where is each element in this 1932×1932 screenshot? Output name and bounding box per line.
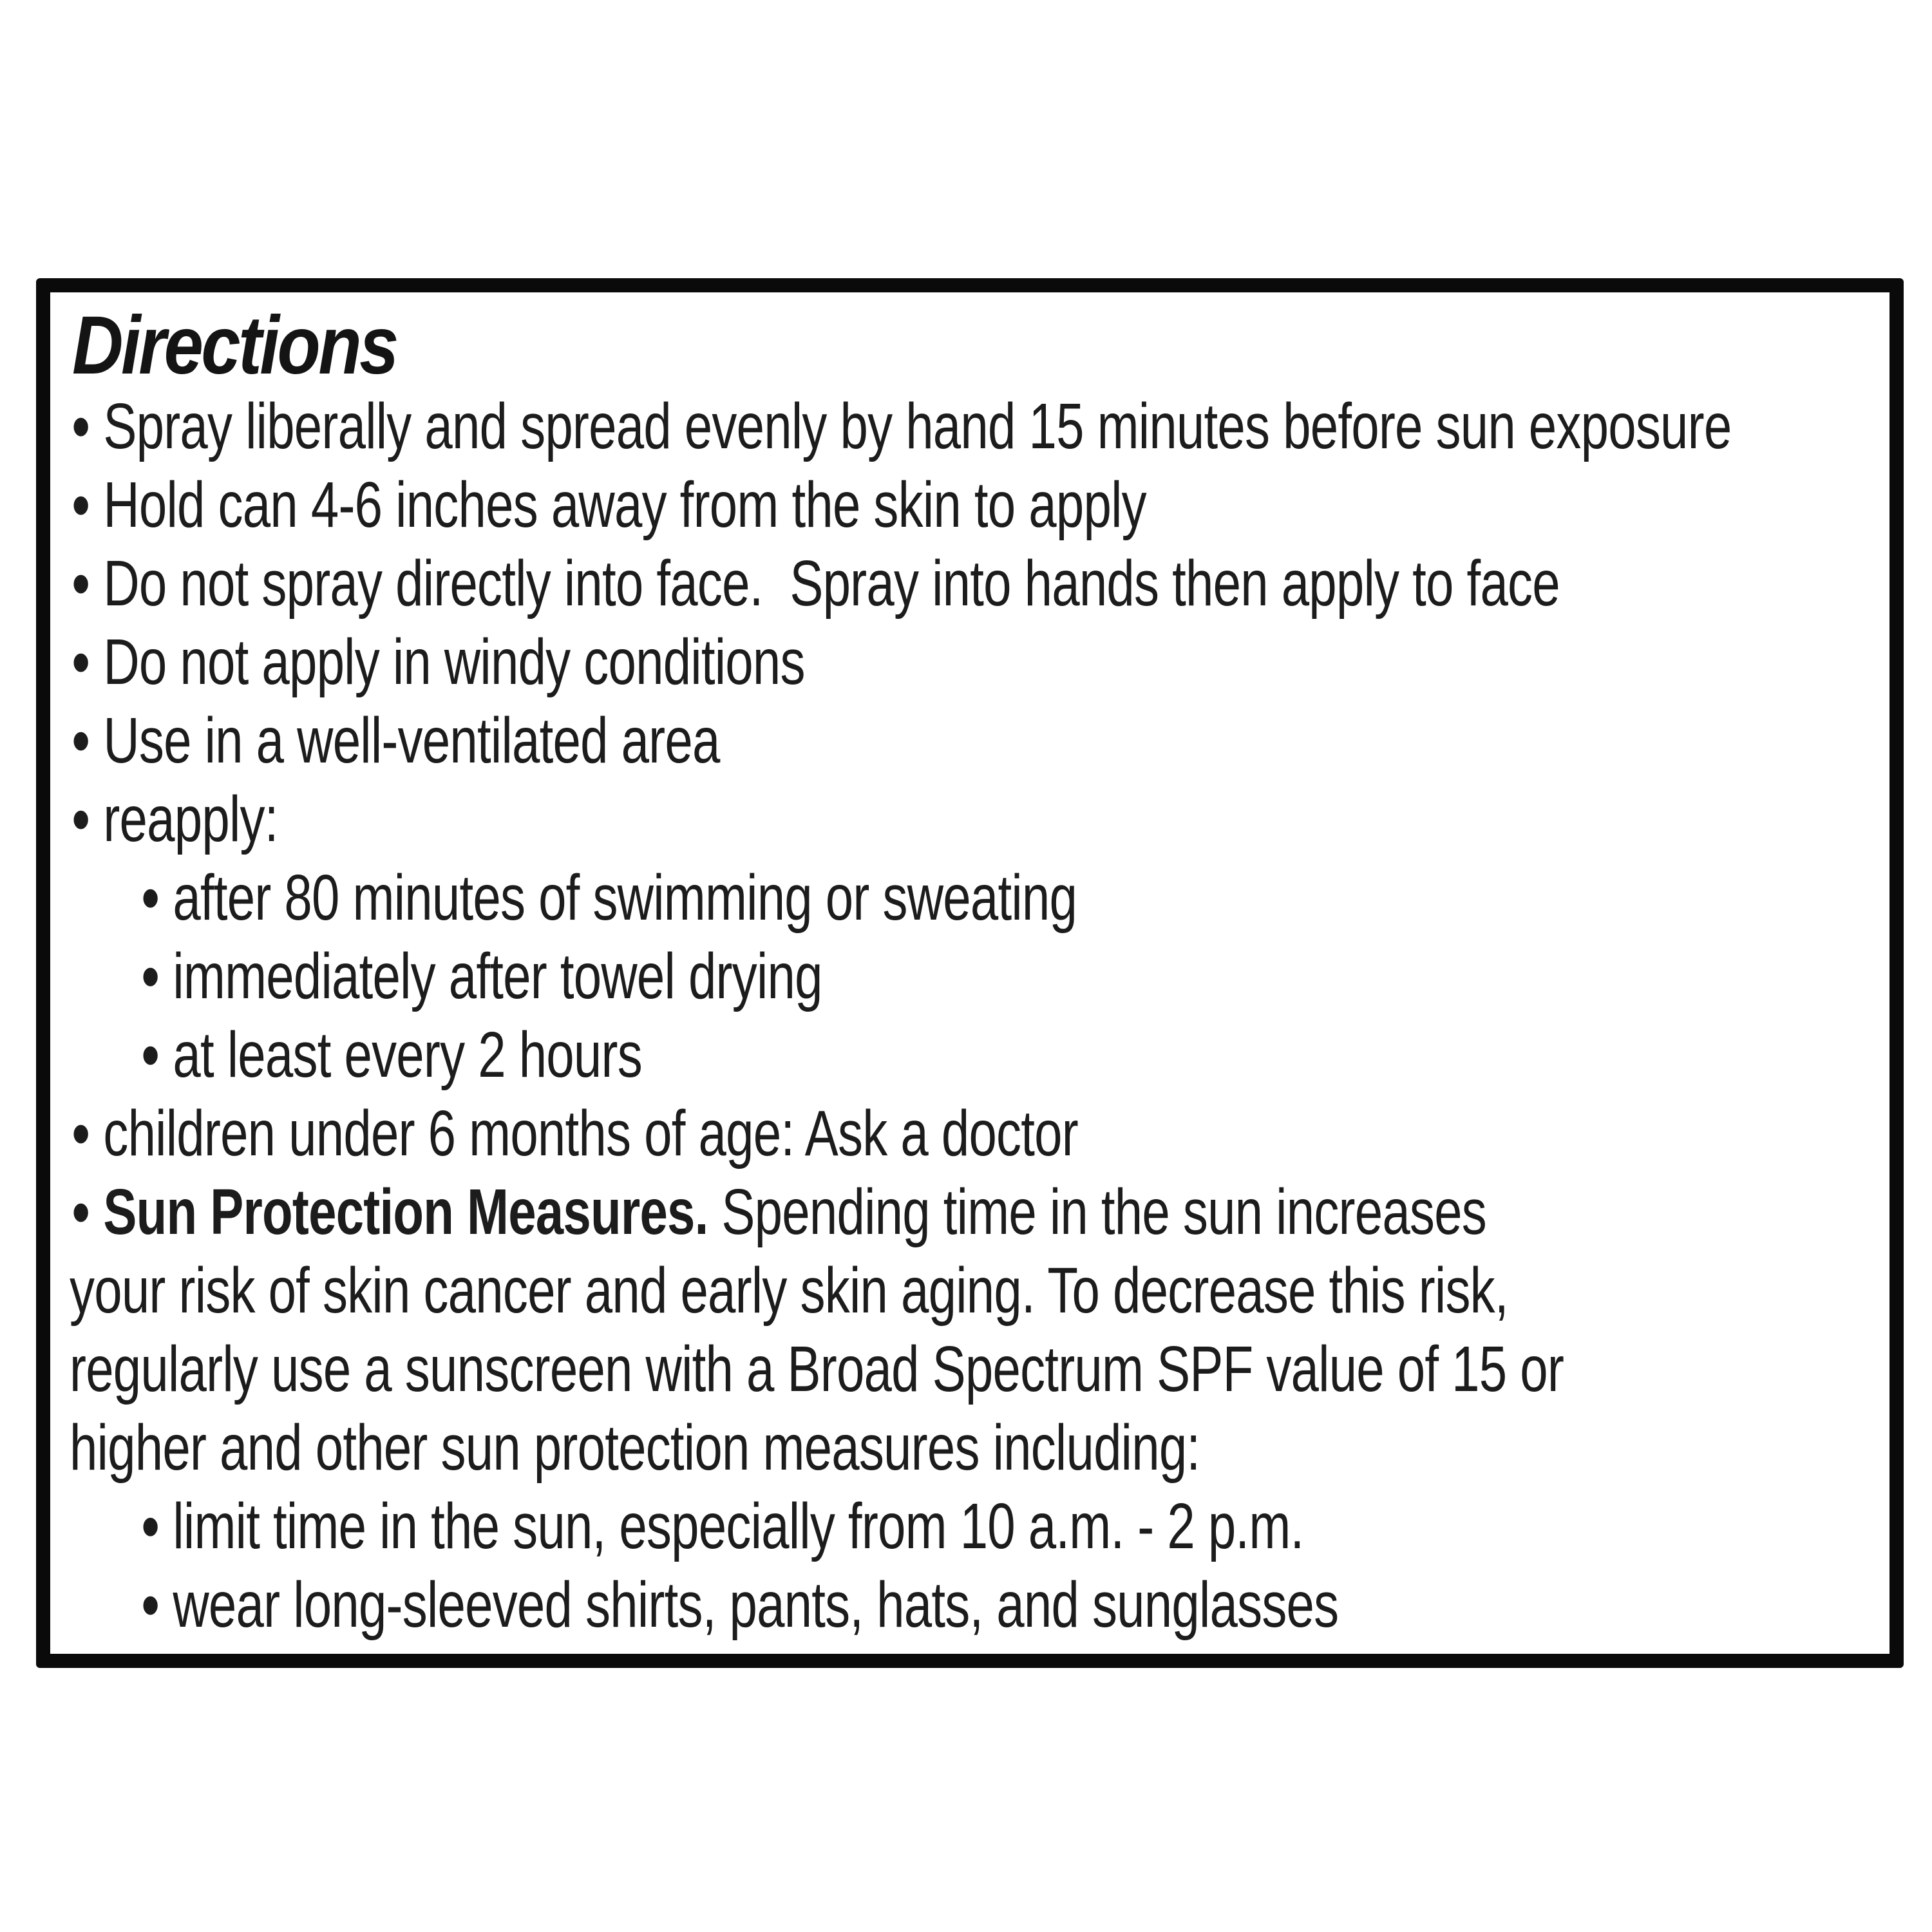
direction-item-text: Spray liberally and spread evenly by hand 15 minutes before sun exposure	[103, 390, 1732, 462]
bullet-icon: •	[142, 940, 159, 1012]
bullet-icon: •	[142, 1490, 159, 1562]
bullet-icon: •	[142, 1019, 159, 1091]
bullet-icon: •	[72, 547, 90, 620]
directions-title: Directions	[72, 299, 397, 392]
bullet-icon: •	[72, 626, 90, 698]
sun-protection-item	[72, 1173, 1486, 1251]
bullet-icon: •	[142, 862, 159, 934]
direction-item-4	[72, 623, 805, 701]
direction-item-text: Do not spray directly into face. Spray into hands then apply to face	[103, 547, 1560, 620]
bullet-icon: •	[72, 705, 90, 777]
reapply-item-1	[142, 859, 1077, 936]
reapply-item-text: after 80 minutes of swimming or sweating	[173, 862, 1077, 934]
direction-item-1	[72, 388, 1731, 465]
bullet-icon: •	[72, 469, 90, 541]
direction-item-text: Use in a well-ventilated area	[103, 705, 720, 777]
children-item	[72, 1095, 1078, 1172]
sun-protection-text-2: your risk of skin cancer and early skin aging. To decrease this risk,	[70, 1255, 1508, 1327]
direction-item-3	[72, 545, 1560, 622]
reapply-item-2	[142, 938, 822, 1015]
reapply-item-text: immediately after towel drying	[173, 940, 822, 1012]
direction-item-text: Do not apply in windy conditions	[103, 626, 805, 698]
sun-protection-text-1: Spending time in the sun increases	[708, 1176, 1486, 1248]
sun-protection-sub-item-1	[142, 1488, 1303, 1565]
direction-item-5	[72, 702, 720, 779]
sun-protection-text-4: higher and other sun protection measures including:	[70, 1412, 1200, 1484]
bullet-icon: •	[72, 1176, 90, 1248]
sun-protection-sub-item-text: wear long-sleeved shirts, pants, hats, and sunglasses	[173, 1569, 1339, 1641]
reapply-item-text: at least every 2 hours	[173, 1019, 642, 1091]
bullet-icon: •	[72, 390, 90, 462]
bullet-icon: •	[72, 783, 90, 855]
bullet-icon: •	[142, 1569, 159, 1641]
sun-protection-heading: Sun Protection Measures.	[103, 1176, 708, 1248]
direction-item-reapply	[72, 781, 278, 858]
sun-protection-sub-item-text: limit time in the sun, especially from 10 a.m. - 2 p.m.	[173, 1490, 1304, 1562]
reapply-item-3	[142, 1016, 642, 1094]
sun-protection-sub-item-2	[142, 1566, 1338, 1643]
sun-protection-text-3: regularly use a sunscreen with a Broad Spectrum SPF value of 15 or	[70, 1333, 1564, 1405]
children-item-text: children under 6 months of age: Ask a doctor	[103, 1097, 1078, 1170]
direction-item-text: reapply:	[103, 783, 278, 855]
bullet-icon: •	[72, 1097, 90, 1170]
direction-item-text: Hold can 4-6 inches away from the skin to apply	[103, 469, 1146, 541]
direction-item-2	[72, 466, 1146, 544]
